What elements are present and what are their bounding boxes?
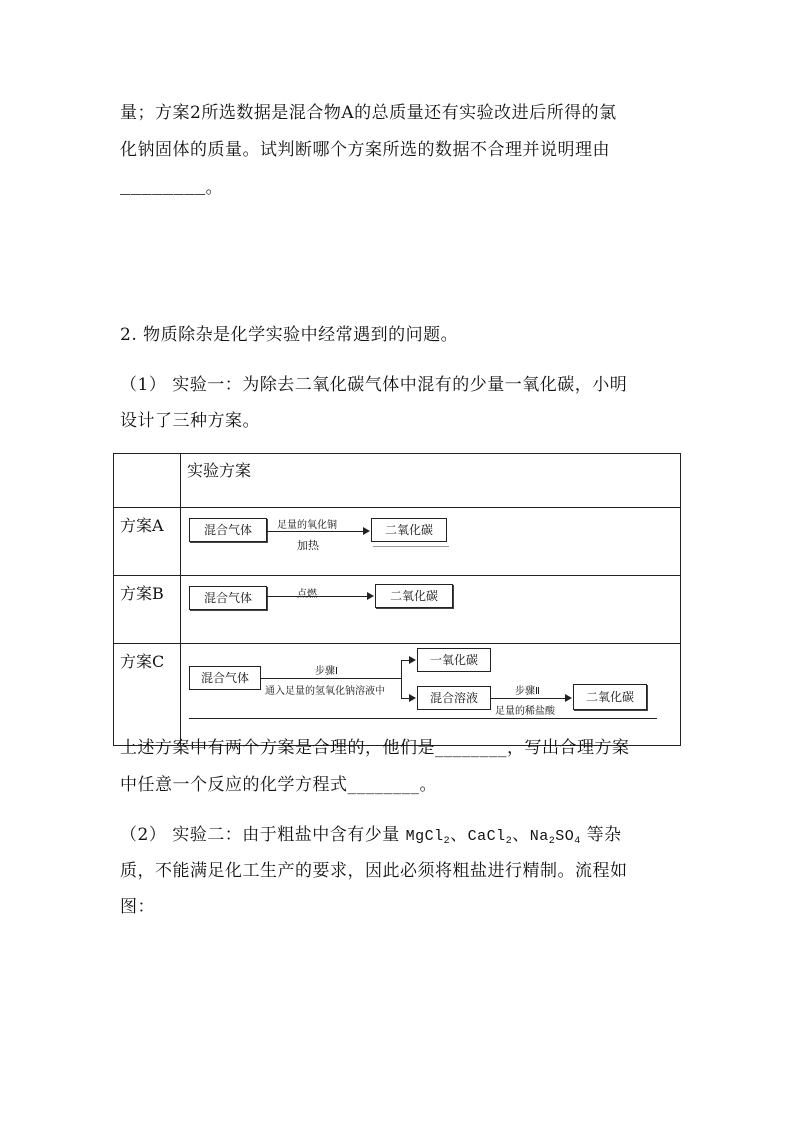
end-box: 二氧化碳: [573, 684, 647, 710]
table-header-cell: 实验方案: [181, 454, 681, 508]
table-row: [114, 644, 681, 746]
condition-label: 点燃: [297, 589, 317, 600]
plan-diagram-cell: [181, 644, 681, 746]
arrow-line: [401, 660, 409, 661]
step-label: 步骤Ⅰ: [315, 666, 338, 677]
step-condition: 通入足量的氢氧化钠溶液中: [265, 686, 385, 697]
arrowhead-icon: [409, 694, 416, 702]
chem-formula: [406, 828, 451, 845]
arrow-line: [261, 678, 401, 679]
baseline-rule: [189, 718, 657, 719]
text-segment: （2） 实验二：由于粗盐中含有少量: [120, 825, 400, 845]
paragraph-line: [120, 820, 622, 845]
plan-label: 方案B: [114, 576, 181, 644]
chem-formula: [468, 828, 513, 845]
plan-label: 方案A: [114, 508, 181, 576]
formula-text: SO: [555, 828, 575, 845]
arrow-line: [491, 698, 565, 699]
answer-blank-line: ________。: [120, 180, 224, 199]
paragraph-line: 设计了三种方案。: [120, 411, 260, 431]
arrowhead-icon: [409, 656, 416, 664]
experiment-plan-table: [113, 453, 681, 746]
arrow-line: [267, 596, 367, 597]
start-box: 混合气体: [189, 586, 267, 610]
start-box: 混合气体: [189, 666, 261, 690]
table-header-row: [114, 454, 681, 508]
arrow-line: [401, 698, 409, 699]
paragraph-line: 中任意一个反应的化学方程式________。: [120, 775, 437, 795]
chem-formula: [530, 828, 581, 845]
plan-label: 方案C: [114, 644, 181, 746]
plan-diagram-cell: [181, 576, 681, 644]
table-row: [114, 576, 681, 644]
formula-text: Na: [529, 828, 549, 845]
end-box: 二氧化碳: [371, 518, 447, 542]
formula-subscript: 4: [574, 836, 581, 847]
condition-label: 足量的氧化铜: [277, 520, 337, 531]
table-row: [114, 508, 681, 576]
branch-top-box: 一氧化碳: [417, 648, 491, 672]
paragraph-line: 量；方案2所选数据是混合物A的总质量还有实验改进后所得的氯: [120, 103, 617, 123]
arrowhead-icon: [367, 592, 374, 600]
separator: 、: [512, 825, 530, 845]
plan-diagram-cell: [181, 508, 681, 576]
arrowhead-icon: [363, 527, 370, 535]
arrow-line: [267, 531, 363, 532]
paragraph-line: （1） 实验一：为除去二氧化碳气体中混有的少量一氧化碳，小明: [120, 375, 628, 395]
paragraph-line: 质，不能满足化工生产的要求，因此必须将粗盐进行精制。流程如: [120, 861, 628, 881]
formula-text: CaCl: [467, 828, 506, 845]
table-corner-cell: [114, 454, 181, 508]
paragraph-line: 化钠固体的质量。试判断哪个方案所选的数据不合理并说明理由: [120, 140, 610, 160]
text-segment: 等杂: [580, 825, 622, 845]
branch-bottom-box: 混合溶液: [417, 686, 491, 710]
step-label: 步骤Ⅱ: [515, 686, 540, 697]
paragraph-line: 上述方案中有两个方案是合理的，他们是________，写出合理方案: [120, 738, 630, 758]
separator: 、: [450, 825, 468, 845]
branch-line: [401, 660, 402, 698]
arrowhead-icon: [565, 694, 572, 702]
underline-decor: [373, 546, 449, 547]
start-box: 混合气体: [189, 518, 267, 542]
formula-subscript: 2: [443, 836, 451, 847]
formula-subscript: 2: [548, 836, 556, 847]
condition-label: 加热: [297, 539, 319, 552]
formula-text: MgCl: [405, 828, 444, 845]
step-condition: 足量的稀盐酸: [495, 706, 555, 717]
formula-subscript: 2: [505, 836, 513, 847]
question-title: 2. 物质除杂是化学实验中经常遇到的问题。: [120, 325, 459, 345]
end-box: 二氧化碳: [375, 584, 453, 608]
paragraph-line: 图：: [120, 897, 155, 917]
